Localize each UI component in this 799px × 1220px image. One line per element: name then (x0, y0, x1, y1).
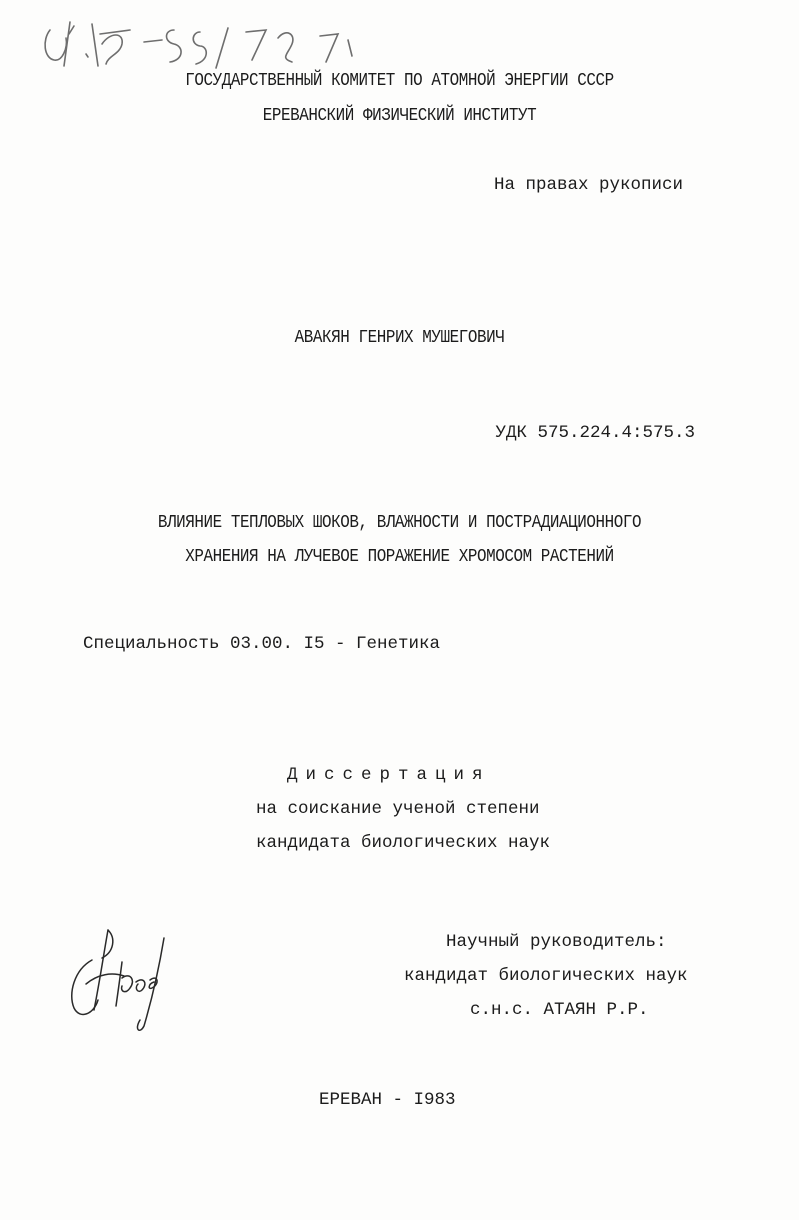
supervisor-degree: кандидат биологических наук (404, 966, 688, 986)
dissertation-title-line-2: ХРАНЕНИЯ НА ЛУЧЕВОЕ ПОРАЖЕНИЕ ХРОМОСОМ РАСТЕНИЙ (185, 546, 614, 567)
manuscript-note: На правах рукописи (493, 175, 683, 195)
committee-heading: ГОСУДАРСТВЕННЫЙ КОМИТЕТ ПО АТОМНОЙ ЭНЕРГИИ СССР (185, 70, 614, 91)
institute-heading: ЕРЕВАНСКИЙ ФИЗИЧЕСКИЙ ИНСТИТУТ (262, 105, 537, 126)
place-and-year: ЕРЕВАН - I983 (319, 1090, 456, 1110)
specialty: Специальность 03.00. I5 - Генетика (83, 634, 441, 654)
udc-code: УДК 575.224.4:575.3 (495, 423, 695, 443)
author-name: АВАКЯН ГЕНРИХ МУШЕГОВИЧ (294, 327, 505, 348)
supervisor-label: Научный руководитель: (446, 932, 667, 952)
signature-icon (64, 922, 180, 1034)
handwritten-annotation (40, 8, 370, 76)
degree-line-2: кандидата биологических наук (256, 833, 551, 853)
degree-line-1: на соискание ученой степени (256, 799, 540, 819)
dissertation-title-line-1: ВЛИЯНИЕ ТЕПЛОВЫХ ШОКОВ, ВЛАЖНОСТИ И ПОСТРАДИАЦИОННОГО (157, 512, 642, 533)
supervisor-name: с.н.с. АТАЯН Р.Р. (470, 1000, 649, 1020)
dissertation-heading: Диссертация (287, 765, 491, 785)
